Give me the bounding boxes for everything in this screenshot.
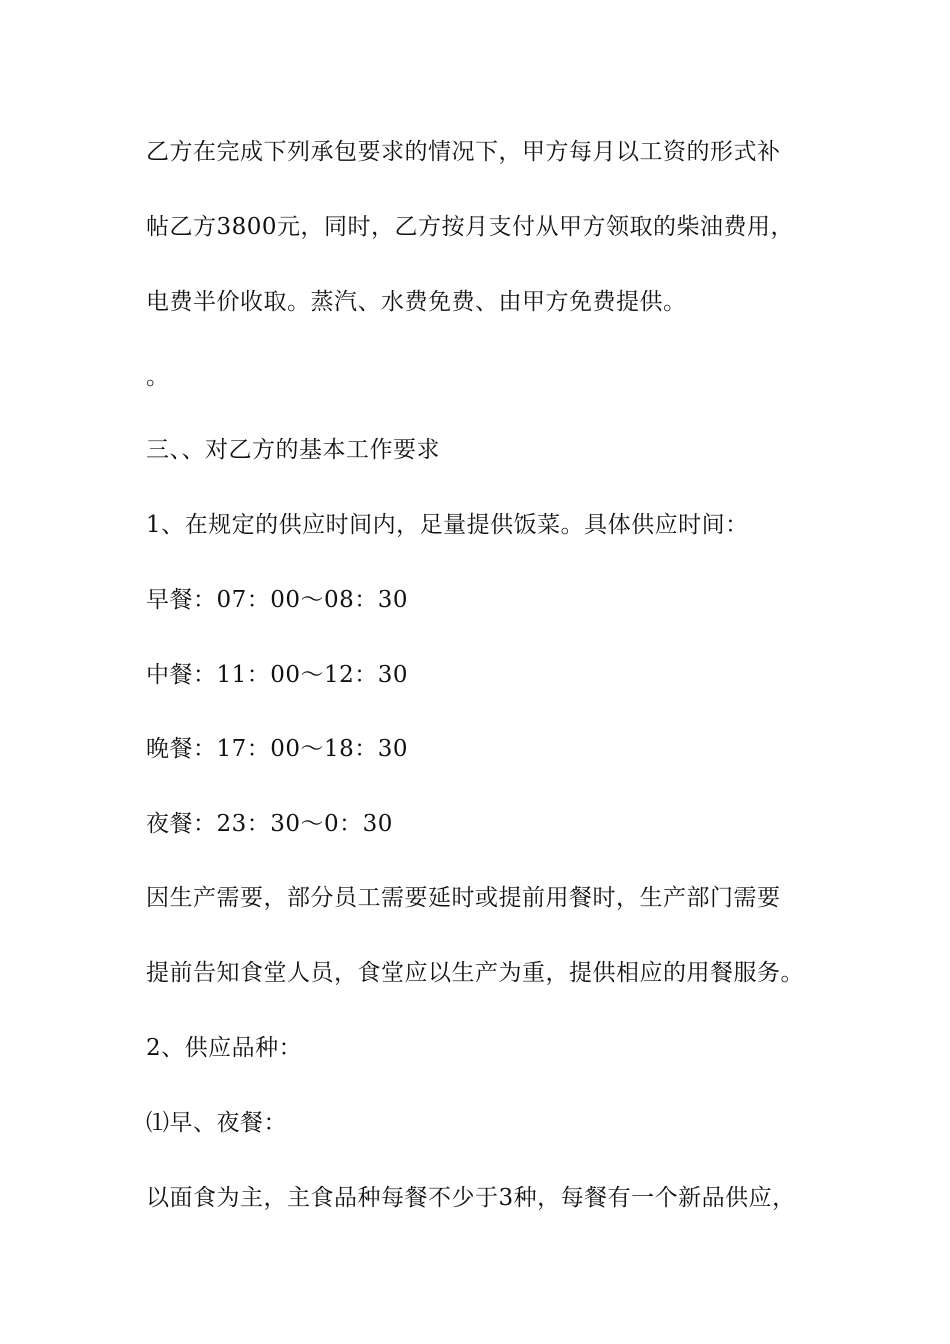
paragraph-line-notify-canteen: 提前告知食堂人员，食堂应以生产为重，提供相应的用餐服务。 <box>146 960 804 986</box>
paragraph-line-period: 。 <box>146 364 170 390</box>
paragraph-line-production-need: 因生产需要，部分员工需要延时或提前用餐时，生产部门需要 <box>146 885 781 911</box>
section-heading-requirements: 三、、对乙方的基本工作要求 <box>146 437 440 463</box>
schedule-breakfast: 早餐：07：00～08：30 <box>146 587 409 613</box>
list-item-supply-time: 1、在规定的供应时间内，足量提供饭菜。具体供应时间： <box>146 512 749 538</box>
schedule-lunch: 中餐：11：00～12：30 <box>146 662 409 688</box>
paragraph-line-subsidy-amount: 帖乙方3800元，同时，乙方按月支付从甲方领取的柴油费用， <box>146 214 795 240</box>
list-item-supply-variety: 2、供应品种： <box>146 1035 303 1061</box>
schedule-dinner: 晚餐：17：00～18：30 <box>146 736 409 762</box>
paragraph-line-subsidy: 乙方在完成下列承包要求的情况下，甲方每月以工资的形式补 <box>146 139 781 165</box>
schedule-night-meal: 夜餐：23：30～0：30 <box>146 811 393 837</box>
paragraph-line-utilities: 电费半价收取。蒸汽、水费免费、由甲方免费提供。 <box>146 289 687 315</box>
sub-item-breakfast-night: ⑴早、夜餐： <box>146 1110 287 1136</box>
paragraph-line-noodle-staple: 以面食为主，主食品种每餐不少于3种，每餐有一个新品供应， <box>146 1185 796 1211</box>
